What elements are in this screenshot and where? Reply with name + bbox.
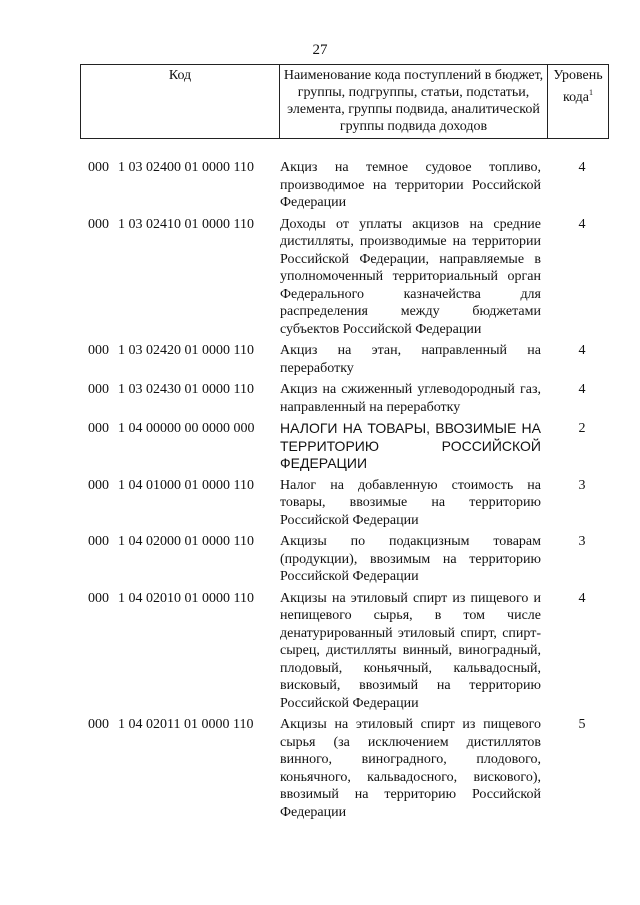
income-name-cell: Доходы от уплаты акцизов на средние дистилляты, производимые на территории Российской Федерации, направляемые в уполномоченный территориальный орган Федерального казначейства для распределения между бюджетами субъектов Российской Федерации — [280, 216, 541, 337]
level-cell: 4 — [578, 382, 586, 397]
admin-code-cell: 000 — [88, 421, 109, 436]
level-cell: 5 — [578, 717, 586, 732]
table-row — [80, 381, 609, 416]
admin-code-cell: 000 — [88, 382, 109, 397]
level-cell: 4 — [578, 216, 586, 232]
table-row — [80, 533, 609, 586]
income-name-cell: Акцизы на этиловый спирт из пищевого и непищевого сырья, в том числе денатурированный этиловый спирт, спирт-сырец, дистилляты винный, виноградный, плодовый, коньячный, кальвадосный, висковый, ввозимый на территорию Российской Федерации — [280, 590, 541, 711]
admin-code-cell: 000 — [88, 717, 109, 732]
level-cell: 3 — [578, 477, 586, 493]
income-name-cell: Налог на добавленную стоимость на товары, ввозимые на территорию Российской Федерации — [280, 477, 541, 528]
admin-code-cell: 000 — [88, 534, 109, 549]
table-header — [80, 64, 609, 139]
admin-code-cell: 000 — [88, 590, 109, 606]
level-cell: 4 — [578, 160, 586, 175]
header-level-suffix: а — [582, 90, 590, 105]
income-name-cell: Акцизы на этиловый спирт из пищевого сырья (за исключением дистиллятов винного, виноградного, плодового, коньячного, кальвадосного, вискового), ввозимый на территорию Российской Федерации — [280, 717, 541, 820]
level-cell: 2 — [578, 421, 586, 436]
kbk-code-cell: 1 03 02410 01 0000 110 — [118, 216, 254, 232]
page-number: 27 — [312, 42, 328, 58]
admin-code-cell: 000 — [88, 216, 109, 232]
level-cell: 3 — [578, 534, 586, 549]
kbk-code-cell: 1 03 02430 01 0000 110 — [118, 382, 254, 397]
kbk-code-cell: 1 03 02420 01 0000 110 — [118, 343, 254, 358]
level-cell: 4 — [578, 343, 586, 358]
header-level — [548, 65, 609, 139]
table-body — [80, 159, 609, 825]
table-row — [80, 342, 609, 377]
income-name-cell: НАЛОГИ НА ТОВАРЫ, ВВОЗИМЫЕ НА ТЕРРИТОРИЮ РОССИЙСКОЙ ФЕДЕРАЦИИ — [280, 420, 541, 471]
kbk-code-cell: 1 03 02400 01 0000 110 — [118, 160, 254, 175]
table-row — [80, 590, 609, 713]
kbk-code-cell: 1 04 00000 00 0000 000 — [118, 421, 255, 436]
admin-code-cell: 000 — [88, 160, 109, 175]
admin-code-cell: 000 — [88, 477, 109, 493]
income-name-cell: Акциз на темное судовое топливо, производимое на территории Российской Федерации — [280, 160, 541, 210]
level-cell: 4 — [578, 590, 586, 606]
header-level-label: Уровень код — [553, 68, 603, 105]
table-row — [80, 716, 609, 821]
table-row — [80, 477, 609, 530]
admin-code-cell: 000 — [88, 343, 109, 358]
income-name-cell: Акциз на сжиженный углеводородный газ, направленный на переработку — [280, 382, 541, 415]
footnote-marker: 1 — [589, 88, 594, 97]
kbk-code-cell: 1 04 02011 01 0000 110 — [118, 717, 254, 732]
kbk-code-cell: 1 04 02010 01 0000 110 — [118, 590, 254, 606]
income-name-cell: Акциз на этан, направленный на переработку — [280, 343, 541, 376]
income-name-cell: Акцизы по подакцизным товарам (продукции), ввозимым на территорию Российской Федерации — [280, 534, 541, 584]
table-row — [80, 420, 609, 473]
table-row — [80, 216, 609, 339]
table-row — [80, 159, 609, 212]
header-code: Код — [81, 65, 280, 139]
header-name: Наименование кода поступлений в бюджет, группы, подгруппы, статьи, подстатьи, элемента, группы подвида, аналитической группы подвида доходов — [280, 65, 548, 139]
kbk-code-cell: 1 04 01000 01 0000 110 — [118, 477, 254, 493]
kbk-code-cell: 1 04 02000 01 0000 110 — [118, 534, 254, 549]
